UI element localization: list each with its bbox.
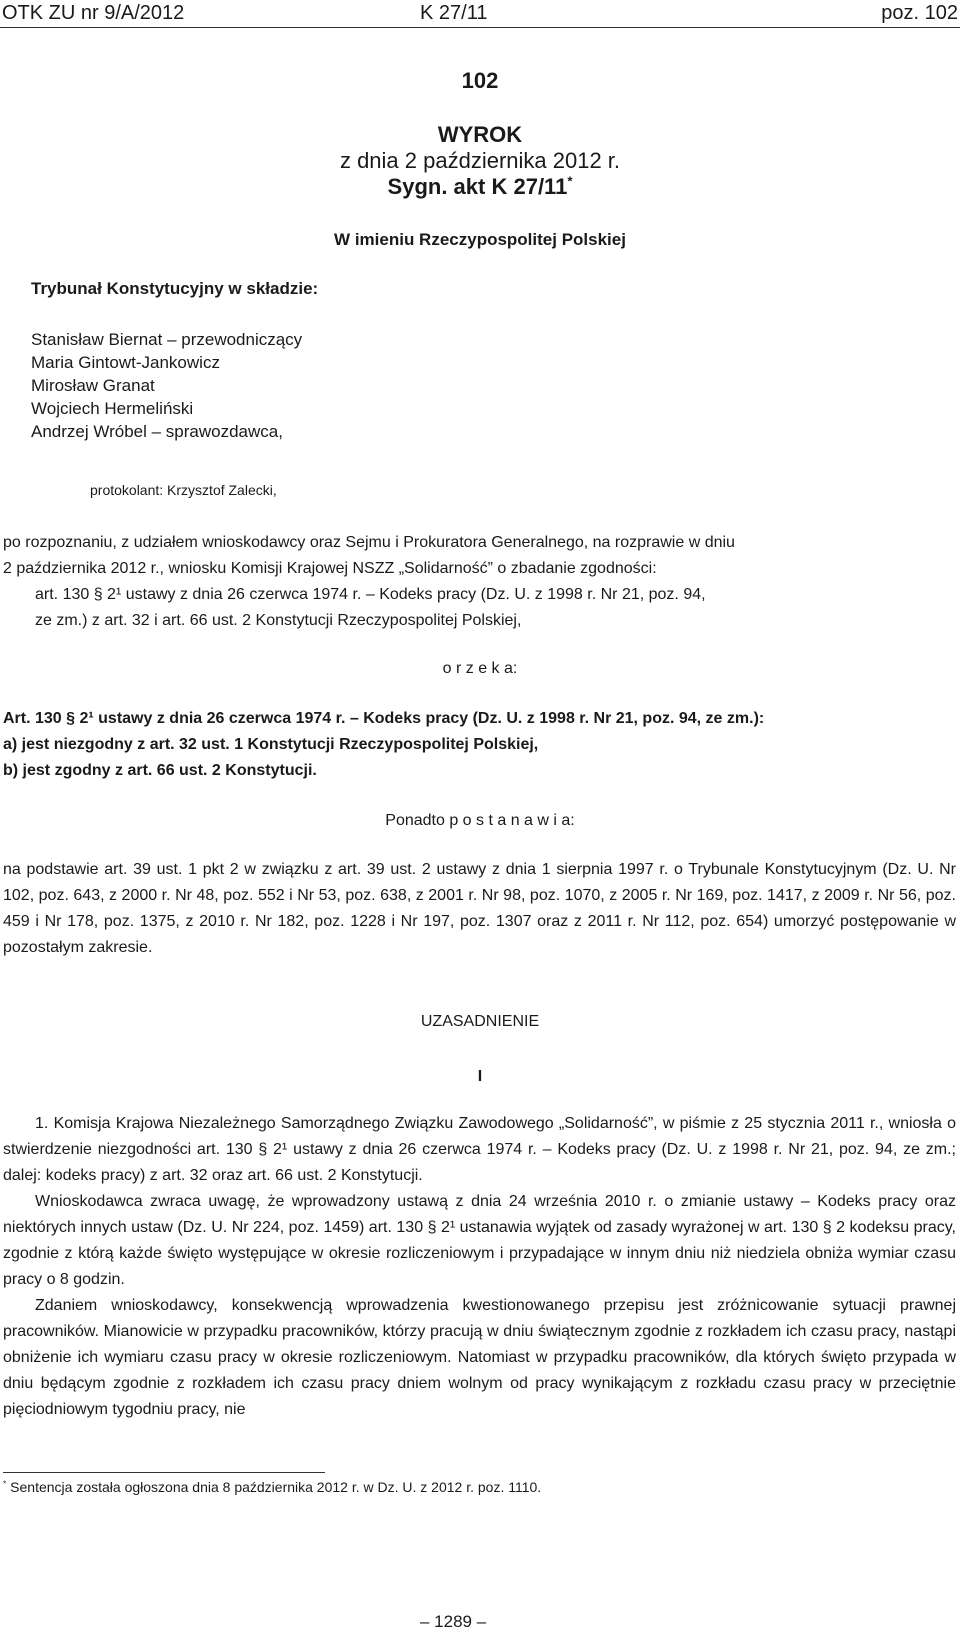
body-paragraph: Wnioskodawca zwraca uwagę, że wprowadzony ustawą z dnia 24 września 2010 r. o zmianie ustawy – Kodeks pracy oraz niektórych innych ustaw (Dz. U. Nr 224, poz. 1459) art. 130 § 2¹ ustanawia wyjątek od zasady wyrażonej w art. 130 § 2 kodeksu pracy, zgodnie z którą każde święto występujące w okresie rozliczeniowym i przypadające w innym dniu niż niedziela obniża wymiar czasu pracy o 8 godzin. (3, 1193, 956, 1288)
journal-reference: OTK ZU nr 9/A/2012 (2, 2, 185, 24)
footnote-rule (3, 1472, 325, 1473)
footnote (3, 1478, 541, 1496)
body-paragraph: Zdaniem wnioskodawcy, konsekwencją wprowadzenia kwestionowanego przepisu jest zróżnicowanie sytuacji prawnej pracowników. Mianowicie w przypadku pracowników, którzy pracują w dniu świątecznym zgodnie z rozkładem ich czasu pracy, nastąpi obniżenie ich wymiaru czasu pracy w okresie rozliczeniowym. Natomiast w przypadku pracowników, dla których święto przypada w dniu będącym zgodnie z rozkładem ich czasu pracy dniem wolnym od pracy wynikającym z rozkładu czasu pracy w przeciętnie pięciodniowym tygodniu pracy, nie (3, 1297, 956, 1418)
decision-text: na podstawie art. 39 ust. 1 pkt 2 w związku z art. 39 ust. 2 ustawy z dnia 1 sierpnia 1997 r. o Trybunale Konstytucyjnym (Dz. U. Nr 102, poz. 643, z 2000 r. Nr 48, poz. 552 i Nr 53, poz. 638, z 2001 r. Nr 98, poz. 1070, z 2005 r. Nr 169, poz. 1417, z 2009 r. Nr 56, poz. 459 i Nr 178, poz. 1375, z 2010 r. Nr 182, poz. 1228 i Nr 197, poz. 1307 oraz z 2011 r. Nr 112, poz. 654) umorzyć postępowanie w pozostałym zakresie. (3, 861, 956, 956)
in-the-name-formula: W imieniu Rzeczypospolitej Polskiej (334, 230, 626, 249)
ruling (3, 706, 764, 784)
verdict-date: z dnia 2 października 2012 r. (339, 148, 621, 173)
ruling-line: a) jest niezgodny z art. 32 ust. 1 Konstytucji Rzeczypospolitej Polskiej, (3, 736, 539, 753)
composition-title: Trybunał Konstytucyjny w składzie: (31, 279, 319, 298)
running-header (0, 0, 960, 30)
intro-line: ze zm.) z art. 32 i art. 66 ust. 2 Konstytucji Rzeczypospolitej Polskiej, (35, 612, 522, 629)
judge-name: Andrzej Wróbel – sprawozdawca, (31, 422, 283, 441)
justification-body (3, 1111, 956, 1423)
footnote-text: Sentencja została ogłoszona dnia 8 października 2012 r. w Dz. U. z 2012 r. poz. 1110. (10, 1479, 542, 1495)
position-reference: poz. 102 (881, 2, 958, 24)
judge-name: Stanisław Biernat – przewodniczący (31, 330, 303, 349)
case-signature: Sygn. akt K 27/11* (387, 173, 573, 199)
verdict-title: WYROK (437, 122, 523, 147)
body-paragraph: 1. Komisja Krajowa Niezależnego Samorządnego Związku Zawodowego „Solidarność”, w piśmie z 25 stycznia 2011 r., wniosła o stwierdzenie niezgodności art. 130 § 2¹ ustawy z dnia 26 czerwca 1974 r. – Kodeks pracy (Dz. U. z 1998 r. Nr 21, poz. 94, ze zm.; dalej: kodeks pracy) z art. 32 oraz art. 66 ust. 2 Konstytucji. (3, 1115, 956, 1184)
proceedings-intro (3, 530, 735, 634)
judge-name: Maria Gintowt-Jankowicz (31, 353, 220, 372)
judge-name: Wojciech Hermeliński (31, 399, 194, 418)
justification-heading: UZASADNIENIE (420, 1013, 540, 1030)
document-number: 102 (461, 68, 499, 93)
judge-name: Mirosław Granat (31, 376, 155, 395)
discontinuation-decision (3, 857, 956, 961)
section-number: I (477, 1068, 483, 1085)
footnote-mark: * (3, 1478, 7, 1489)
intro-line: 2 października 2012 r., wniosku Komisji Krajowej NSZZ „Solidarność” o zbadanie zgodności: (3, 560, 657, 577)
ruling-line: Art. 130 § 2¹ ustawy z dnia 26 czerwca 1974 r. – Kodeks pracy (Dz. U. z 1998 r. Nr 21, poz. 94, ze zm.): (3, 710, 765, 727)
case-reference: K 27/11 (420, 2, 488, 24)
header-rule (0, 27, 960, 28)
postanawia-heading: Ponadto p o s t a n a w i a: (385, 812, 575, 829)
intro-line: po rozpoznaniu, z udziałem wnioskodawcy oraz Sejmu i Prokuratora Generalnego, na rozprawie w dniu (3, 534, 735, 551)
footnote-marker: * (567, 173, 573, 189)
judges-list (31, 328, 302, 443)
clerk-line: protokolant: Krzysztof Zalecki, (90, 482, 277, 498)
verdict-heading (0, 122, 960, 200)
orzeka-heading: o r z e k a: (442, 660, 518, 677)
intro-line: art. 130 § 2¹ ustawy z dnia 26 czerwca 1974 r. – Kodeks pracy (Dz. U. z 1998 r. Nr 21, poz. 94, (35, 586, 706, 603)
page-number: – 1289 – (420, 1612, 487, 1631)
ruling-line: b) jest zgodny z art. 66 ust. 2 Konstytucji. (3, 762, 317, 779)
